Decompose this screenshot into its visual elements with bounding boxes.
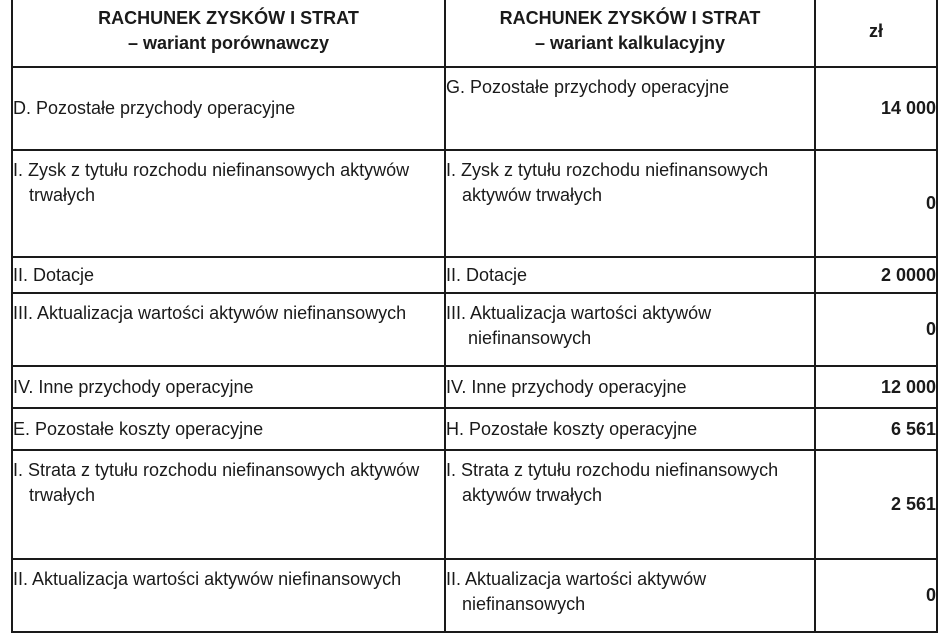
amount-value: 0 [925, 585, 936, 605]
header-comparative-title: RACHUNEK ZYSKÓW I STRAT [98, 8, 359, 28]
amount-cell [815, 293, 937, 366]
table-row [12, 293, 937, 366]
comparative-label: IV. Inne przychody operacyjne [13, 376, 254, 397]
header-calculation-subtitle: – wariant kalkulacyjny [534, 33, 726, 53]
comparative-cell [12, 366, 445, 408]
table-row [12, 450, 937, 559]
table-row [12, 366, 937, 408]
amount-cell [815, 450, 937, 559]
calculation-cell [445, 150, 815, 257]
amount-cell [815, 257, 937, 293]
amount-value: 14 000 [880, 98, 936, 118]
table-row [12, 257, 937, 293]
table-row [12, 559, 937, 632]
comparative-cell [12, 408, 445, 450]
amount-value: 6 561 [890, 418, 936, 439]
calculation-label: I. Strata z tytułu rozchodu niefinansowych aktywów trwałych [446, 460, 779, 505]
comparative-label: I. Zysk z tytułu rozchodu niefinansowych aktywów trwałych [13, 160, 410, 205]
amount-value: 0 [925, 319, 936, 339]
income-statement-table [11, 0, 938, 633]
calculation-cell [445, 257, 815, 293]
calculation-cell [445, 366, 815, 408]
calculation-label: IV. Inne przychody operacyjne [446, 376, 687, 397]
calculation-cell [445, 293, 815, 366]
amount-value: 12 000 [880, 376, 936, 397]
calculation-label: II. Aktualizacja wartości aktywów niefinansowych [446, 569, 707, 614]
comparative-cell [12, 559, 445, 632]
header-currency-label: zł [868, 20, 883, 41]
calculation-cell [445, 559, 815, 632]
calculation-cell [445, 450, 815, 559]
amount-value: 0 [925, 193, 936, 213]
amount-cell [815, 67, 937, 150]
calculation-label: H. Pozostałe koszty operacyjne [446, 418, 698, 439]
calculation-label: G. Pozostałe przychody operacyjne [446, 77, 730, 97]
comparative-label: I. Strata z tytułu rozchodu niefinansowych aktywów trwałych [13, 460, 420, 505]
calculation-label: II. Dotacje [446, 264, 528, 285]
amount-cell [815, 408, 937, 450]
header-currency [815, 0, 937, 67]
comparative-label: E. Pozostałe koszty operacyjne [13, 418, 264, 439]
header-calculation-variant [445, 0, 815, 67]
comparative-cell [12, 450, 445, 559]
header-comparative-subtitle: – wariant porównawczy [127, 33, 330, 53]
calculation-label: I. Zysk z tytułu rozchodu niefinansowych aktywów trwałych [446, 160, 769, 205]
calculation-cell [445, 67, 815, 150]
header-calculation-title: RACHUNEK ZYSKÓW I STRAT [499, 8, 761, 28]
amount-cell [815, 366, 937, 408]
header-comparative-variant [12, 0, 445, 67]
amount-value: 2 561 [890, 494, 936, 514]
comparative-cell [12, 67, 445, 150]
table-row [12, 67, 937, 150]
amount-cell [815, 150, 937, 257]
amount-cell [815, 559, 937, 632]
calculation-cell [445, 408, 815, 450]
comparative-cell [12, 257, 445, 293]
comparative-cell [12, 293, 445, 366]
table-row [12, 408, 937, 450]
comparative-cell [12, 150, 445, 257]
amount-value: 2 0000 [880, 264, 936, 285]
table-header-row [12, 0, 937, 67]
calculation-label: III. Aktualizacja wartości aktywów niefinansowych [446, 303, 712, 348]
comparative-label: II. Aktualizacja wartości aktywów niefinansowych [13, 569, 402, 589]
comparative-label: III. Aktualizacja wartości aktywów niefinansowych [13, 303, 407, 323]
table-row [12, 150, 937, 257]
comparative-label: D. Pozostałe przychody operacyjne [13, 98, 296, 118]
comparative-label: II. Dotacje [13, 264, 95, 285]
